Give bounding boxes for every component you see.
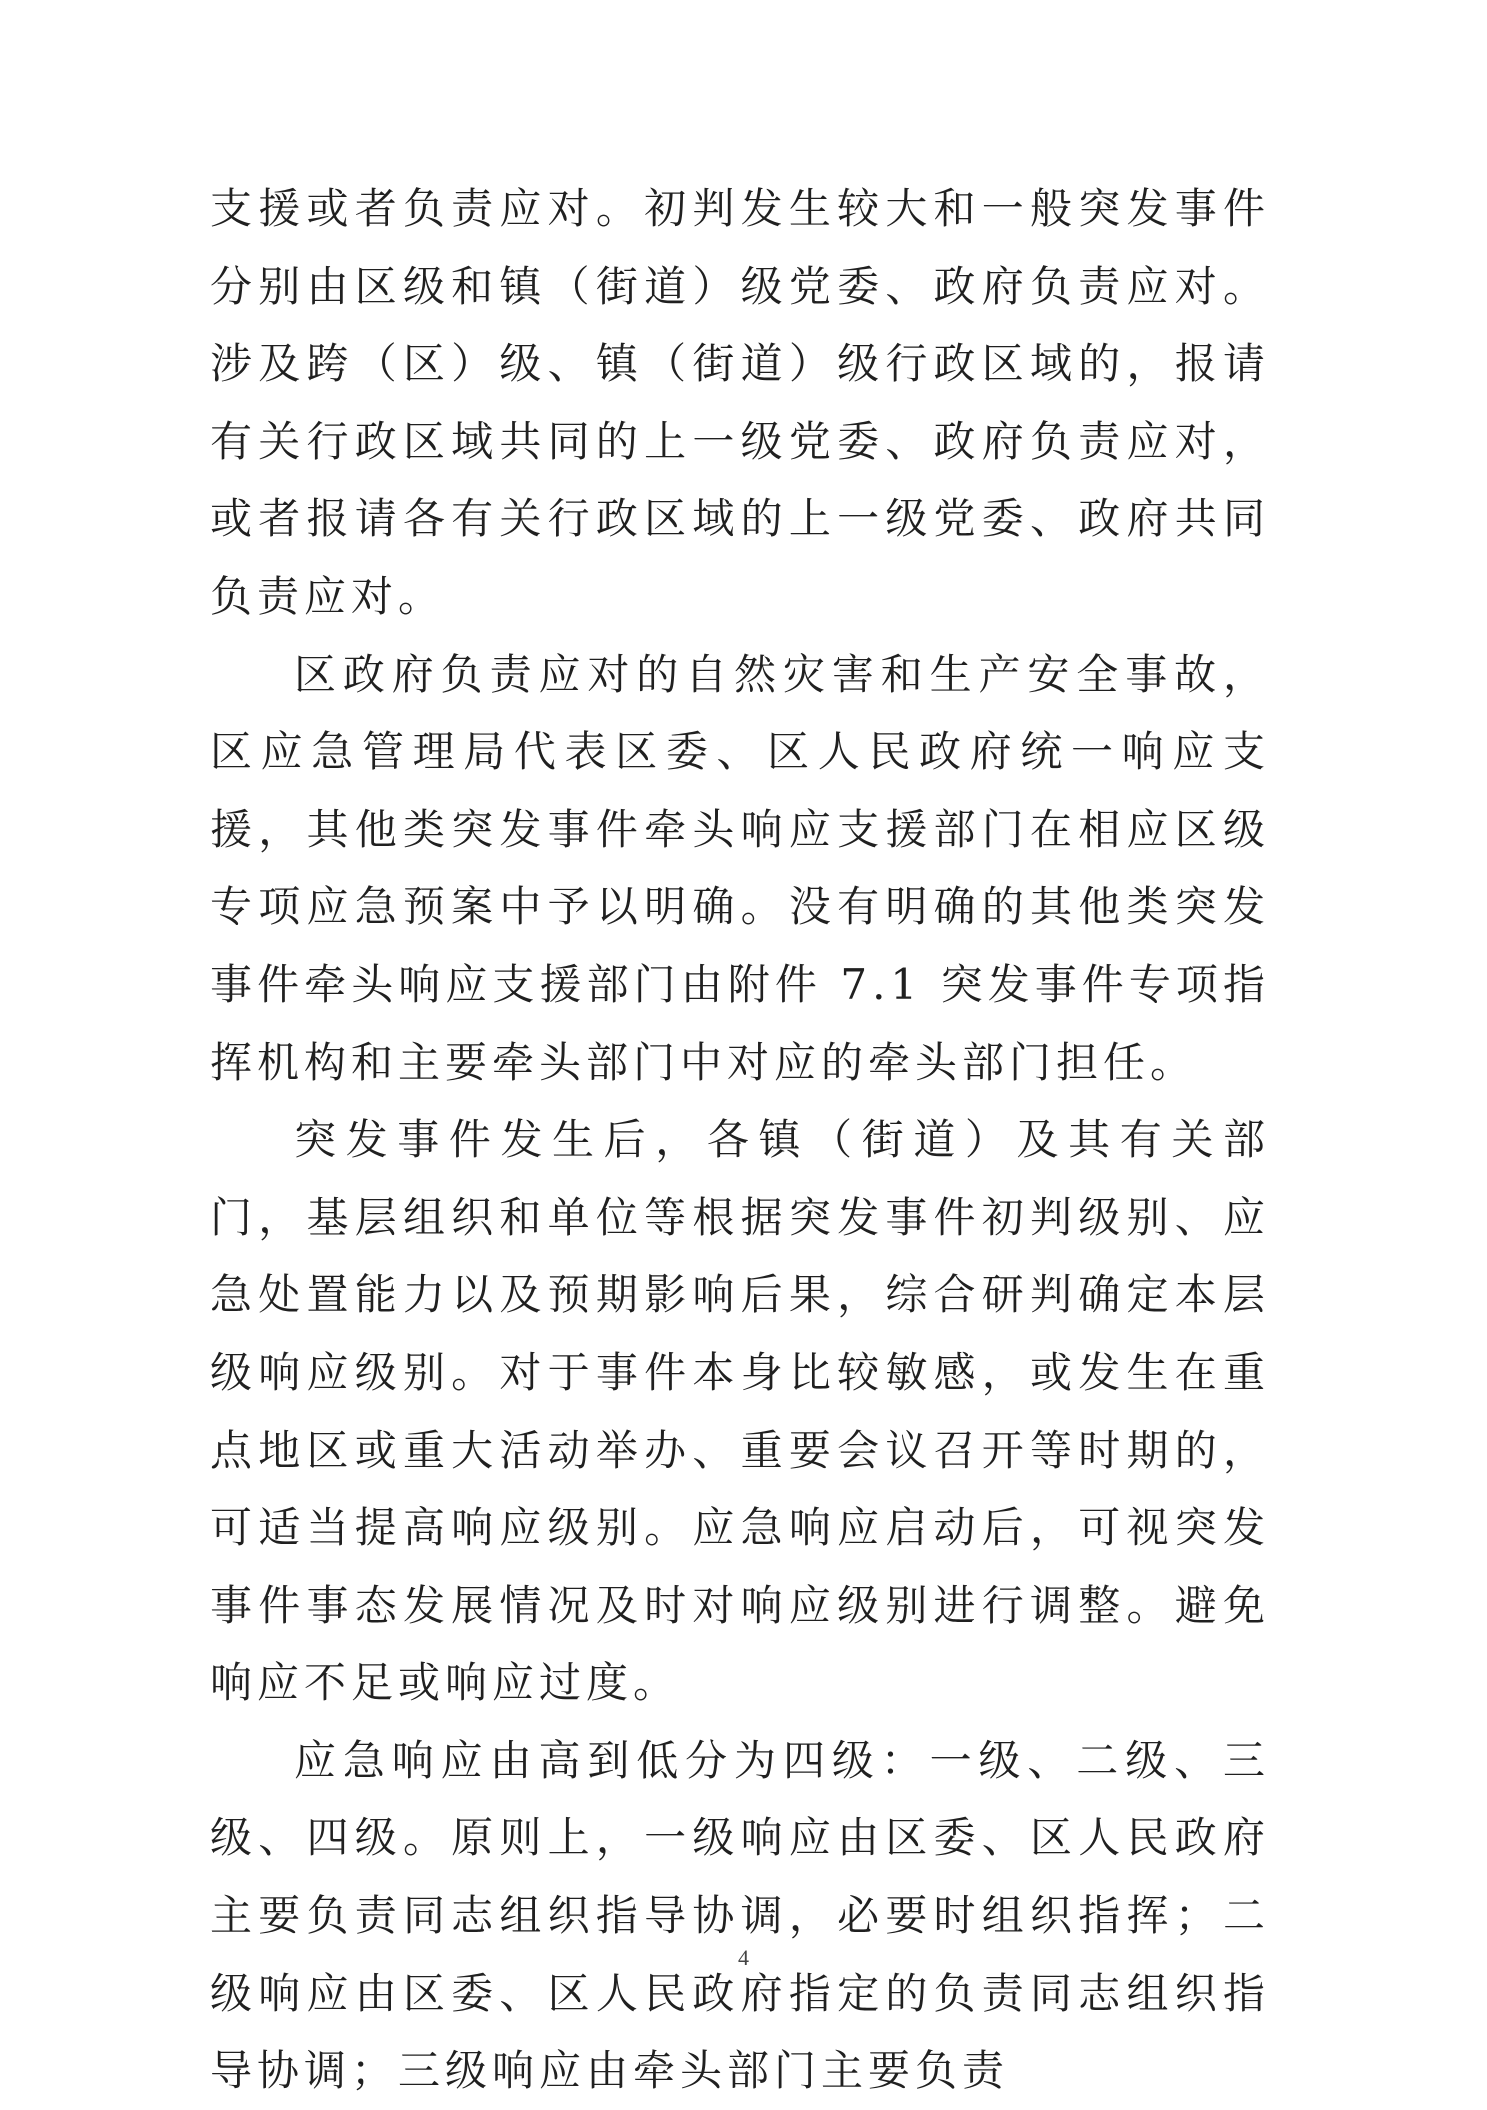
- document-body: [210, 170, 1270, 2110]
- paragraph-continued: 支援或者负责应对。初判发生较大和一般突发事件分别由区级和镇（街道）级党委、政府负责应对。涉及跨（区）级、镇（街道）级行政区域的，报请有关行政区域共同的上一级党委、政府负责应对，或者报请各有关行政区域的上一级党委、政府共同负责应对。: [210, 184, 1270, 621]
- paragraph-response-level: 突发事件发生后，各镇（街道）及其有关部门，基层组织和单位等根据突发事件初判级别、应急处置能力以及预期影响后果，综合研判确定本层级响应级别。对于事件本身比较敏感，或发生在重点地区或重大活动举办、重要会议召开等时期的，可适当提高响应级别。应急响应启动后，可视突发事件事态发展情况及时对响应级别进行调整。避免响应不足或响应过度。: [210, 1115, 1270, 1708]
- paragraph-response-support: 区政府负责应对的自然灾害和生产安全事故，区应急管理局代表区委、区人民政府统一响应支援，其他类突发事件牵头响应支援部门在相应区级专项应急预案中予以明确。没有明确的其他类突发事件牵头响应支援部门由附件 7.1 突发事件专项指挥机构和主要牵头部门中对应的牵头部门担任。: [210, 649, 1270, 1087]
- paragraph-response-grades: 应急响应由高到低分为四级：一级、二级、三级、四级。原则上，一级响应由区委、区人民政府主要负责同志组织指导协调，必要时组织指挥；二级响应由区委、区人民政府指定的负责同志组织指导协调；三级响应由牵头部门主要负责: [210, 1735, 1270, 2096]
- page-number: 4: [738, 1945, 749, 1970]
